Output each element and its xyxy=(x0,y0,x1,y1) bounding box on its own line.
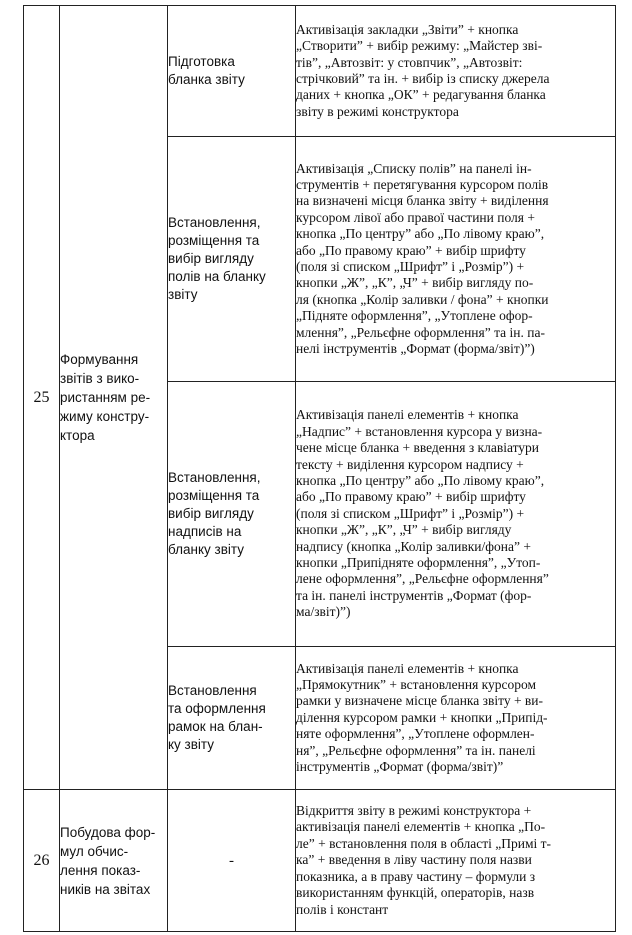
name-line: Формування xyxy=(60,352,139,367)
step-line: розміщення та xyxy=(168,233,260,248)
action-line: показника, а в праву частину – формули з xyxy=(296,868,536,884)
action-line: даних + кнопка „ОК” + редагування бланка xyxy=(296,87,546,103)
action-line: чене місце бланка + введення з клавіатури xyxy=(296,440,540,456)
step-line: надписів на xyxy=(168,524,242,539)
action-cell xyxy=(296,137,616,382)
action-cell xyxy=(296,790,616,932)
action-line: на визначені місця бланка звіту + виділення xyxy=(296,193,549,209)
step-line: бланку звіту xyxy=(168,542,244,557)
table-row xyxy=(24,6,616,137)
action-line: „Прямокутник” + встановлення курсором xyxy=(296,676,537,692)
name-line: жиму констру- xyxy=(60,409,150,424)
action-line: ле” + встановлення поля в області „Примі т- xyxy=(296,835,552,851)
action-line: кнопки „Припідняте оформлення”, „Утоп- xyxy=(296,555,541,571)
action-line: тексту + виділення курсором надпису + xyxy=(296,456,524,472)
action-line: „Створити” + вибір режиму: „Майстер зві- xyxy=(296,38,543,54)
action-line: ма/звіт)”) xyxy=(296,604,351,620)
document-table xyxy=(23,5,616,932)
action-line: Активізація „Списку полів” на панелі ін- xyxy=(296,160,532,176)
action-line: няте оформлення”, „Утоплене оформлен- xyxy=(296,726,535,742)
action-line: або „По правому краю” + вибір шрифту xyxy=(296,489,526,505)
action-line: (поля зі списком „Шрифт” і „Розмір”) + xyxy=(296,259,525,274)
task-name-cell xyxy=(60,6,168,790)
action-line: стрічковий” та ін. + вибір із списку джерела xyxy=(296,71,550,86)
step-line: звіту xyxy=(168,287,198,302)
action-line: „Надпис” + встановлення курсора у визна- xyxy=(296,423,543,439)
action-line: активізація панелі елементів + кнопка „По- xyxy=(296,819,546,835)
name-line: Побудова фор- xyxy=(60,824,156,840)
action-line: ка” + введення в ліву частину поля назви xyxy=(296,852,532,868)
action-line: млення”, „Рельєфне оформлення” та ін. па- xyxy=(296,324,545,340)
action-line: рамки у визначене місце бланка звіту + ви- xyxy=(296,693,544,709)
action-line: або „По правому краю” + вибір шрифту xyxy=(296,242,526,258)
action-line: (поля зі списком „Шрифт” і „Розмір”) + xyxy=(296,505,525,521)
action-line: та ін. панелі інструментів „Формат (фор- xyxy=(296,587,532,603)
step-line: вибір вигляду xyxy=(168,251,254,266)
action-cell xyxy=(296,6,616,137)
step-cell-empty: - xyxy=(168,790,296,932)
step-line: рамок на блан- xyxy=(168,719,263,734)
step-cell xyxy=(168,382,296,647)
action-line: курсором лівої або правої частини поля + xyxy=(296,209,535,225)
action-line: Активізація панелі елементів + кнопка xyxy=(296,660,519,676)
action-line: Активізація закладки „Звіти” + кнопка xyxy=(296,21,519,37)
action-line: тів”, „Автозвіт: у стовпчик”, „Автозвіт: xyxy=(296,54,523,70)
name-line: мул обчис- xyxy=(60,843,129,859)
action-line: інструментів „Формат (форма/звіт)” xyxy=(296,759,504,775)
action-line: полів і констант xyxy=(296,901,389,917)
action-line: ділення курсором рамки + кнопки „Припід- xyxy=(296,709,548,725)
action-cell xyxy=(296,647,616,790)
action-line: ня”, „Рельєфне оформлення” та ін. панелі xyxy=(296,742,536,758)
name-line: лення показ- xyxy=(60,862,141,878)
step-line: розміщення та xyxy=(168,488,260,503)
action-line: Активізація панелі елементів + кнопка xyxy=(296,407,519,423)
action-line: Відкриття звіту в режимі конструктора + xyxy=(296,803,532,819)
table-row xyxy=(24,790,616,932)
step-line: Встановлення xyxy=(168,683,257,698)
action-line: надпису (кнопка „Колір заливки/фона” + xyxy=(296,538,531,554)
action-line: струментів + перетягування курсором полів xyxy=(296,176,549,192)
row-number-cell: 25 xyxy=(24,6,60,790)
task-name-cell xyxy=(60,790,168,932)
step-line: вибір вигляду xyxy=(168,506,254,521)
action-line: кнопка „По центру” або „По лівому краю”, xyxy=(296,226,545,242)
step-line: Встановлення, xyxy=(168,215,261,230)
action-line: „Підняте оформлення”, „Утоплене офор- xyxy=(296,308,533,324)
step-line: полів на бланку xyxy=(168,269,266,284)
step-line: бланка звіту xyxy=(168,72,245,87)
name-line: ників на звітах xyxy=(60,881,151,897)
step-line: ку звіту xyxy=(168,737,215,752)
action-line: кнопки „Ж”, „К”, „Ч” + вибір вигляду xyxy=(296,522,512,538)
step-line: Підготовка xyxy=(168,54,235,69)
step-line: та оформлення xyxy=(168,701,266,716)
step-line: Встановлення, xyxy=(168,470,261,485)
action-line: лене оформлення”, „Рельєфне оформлення” xyxy=(296,571,549,587)
action-line: кнопки „Ж”, „К”, „Ч” + вибір вигляду по- xyxy=(296,275,534,291)
step-cell xyxy=(168,6,296,137)
action-line: нелі інструментів „Формат (форма/звіт)”) xyxy=(296,341,535,357)
action-cell xyxy=(296,382,616,647)
action-line: кнопка „По центру” або „По лівому краю”, xyxy=(296,472,545,488)
row-number-cell: 26 xyxy=(24,790,60,932)
action-line: ля (кнопка „Колір заливки / фона” + кнопки xyxy=(296,291,549,307)
action-line: використанням функцій, операторів, назв xyxy=(296,885,535,901)
step-cell xyxy=(168,137,296,382)
step-cell xyxy=(168,647,296,790)
name-line: ристанням ре- xyxy=(60,390,151,405)
action-line: звіту в режимі конструктора xyxy=(296,103,459,119)
name-line: звітів з вико- xyxy=(60,371,140,386)
name-line: ктора xyxy=(60,428,95,443)
